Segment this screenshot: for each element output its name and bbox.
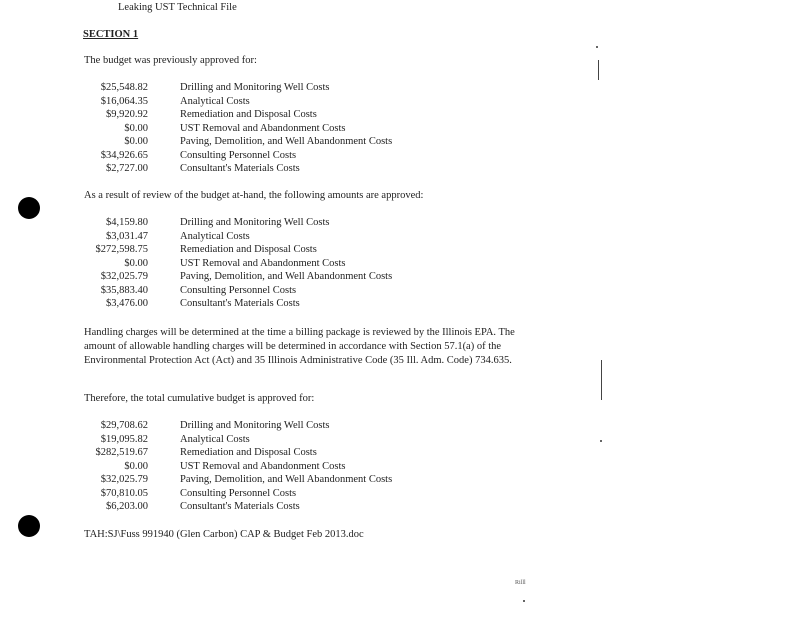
punch-hole-upper — [18, 197, 40, 219]
cost-description: Drilling and Monitoring Well Costs — [180, 82, 330, 93]
cost-amount: $34,926.65 — [100, 149, 148, 161]
cost-row — [0, 461, 600, 474]
cost-amount: $19,095.82 — [100, 433, 148, 445]
cost-amount: $32,025.79 — [100, 474, 148, 485]
cost-amount: $6,203.00 — [106, 501, 148, 512]
scan-mark — [601, 360, 602, 400]
cost-row — [0, 488, 600, 501]
cost-row — [0, 258, 600, 271]
cost-amount: $32,025.79 — [100, 271, 148, 282]
cost-amount: $2,727.00 — [106, 163, 148, 174]
cost-row — [0, 501, 600, 514]
cost-row — [0, 271, 600, 284]
cost-amount: $0.00 — [124, 136, 148, 147]
cost-description: Consulting Personnel Costs — [180, 149, 297, 161]
cost-row — [0, 244, 600, 257]
cost-amount: $272,598.75 — [95, 244, 148, 255]
cost-row — [0, 474, 600, 487]
cost-row — [0, 109, 600, 122]
cost-description: Consulting Personnel Costs — [180, 284, 297, 296]
cost-description: Drilling and Monitoring Well Costs — [180, 420, 330, 431]
document-footer: TAH:SJ\Fuss 991940 (Glen Carbon) CAP & Budget Feb 2013.doc — [84, 529, 364, 540]
cost-description: Analytical Costs — [180, 230, 250, 242]
cost-row — [0, 150, 600, 163]
cost-row — [0, 96, 600, 109]
total-budget-intro: Therefore, the total cumulative budget is approved for: — [84, 393, 315, 404]
cost-row — [0, 285, 600, 298]
cost-row — [0, 434, 600, 447]
cost-description: Remediation and Disposal Costs — [180, 447, 317, 458]
page-mark: Rilll — [515, 580, 526, 586]
cost-amount: $282,519.67 — [95, 447, 148, 458]
cost-description: UST Removal and Abandonment Costs — [180, 122, 346, 134]
cost-amount: $16,064.35 — [100, 95, 148, 107]
cost-amount: $4,159.80 — [106, 217, 148, 228]
scan-speck — [600, 440, 602, 442]
cost-description: UST Removal and Abandonment Costs — [180, 460, 346, 472]
cost-description: Paving, Demolition, and Well Abandonment Costs — [180, 474, 393, 485]
scan-speck — [596, 46, 598, 48]
cost-amount: $25,548.82 — [100, 82, 148, 93]
handling-charges-paragraph: Handling charges will be determined at the time a billing package is reviewed by the Illinois EPA. The amount of allowable handling charges will be determined in accordance with Section 57.1(a) of the Environmental Protection Act (Act) and 35 Illinois Administrative Code (35 Ill. Adm. Code) 734.635. — [84, 327, 515, 366]
cost-row — [0, 298, 600, 311]
document-header: Leaking UST Technical File — [118, 2, 237, 13]
cost-row — [0, 420, 600, 433]
cost-amount: $0.00 — [124, 460, 148, 472]
cost-description: Analytical Costs — [180, 95, 250, 107]
cost-amount: $9,920.92 — [106, 109, 148, 120]
cost-description: UST Removal and Abandonment Costs — [180, 257, 346, 269]
previous-budget-intro: The budget was previously approved for: — [84, 55, 257, 66]
cost-amount: $29,708.62 — [100, 420, 148, 431]
scan-mark — [598, 60, 599, 80]
cost-description: Consultant's Materials Costs — [180, 501, 300, 512]
cost-description: Remediation and Disposal Costs — [180, 244, 317, 255]
cost-description: Drilling and Monitoring Well Costs — [180, 217, 330, 228]
cost-row — [0, 123, 600, 136]
cost-amount: $70,810.05 — [100, 487, 148, 499]
cost-row — [0, 82, 600, 95]
cost-amount: $0.00 — [124, 257, 148, 269]
section-title: SECTION 1 — [83, 29, 139, 40]
punch-hole-lower — [18, 515, 40, 537]
cost-amount: $0.00 — [124, 122, 148, 134]
review-budget-intro: As a result of review of the budget at-hand, the following amounts are approved: — [84, 190, 424, 201]
cost-amount: $35,883.40 — [100, 284, 148, 296]
cost-description: Paving, Demolition, and Well Abandonment Costs — [180, 136, 393, 147]
cost-description: Consultant's Materials Costs — [180, 298, 300, 309]
cost-description: Consulting Personnel Costs — [180, 487, 297, 499]
cost-description: Remediation and Disposal Costs — [180, 109, 317, 120]
cost-amount: $3,476.00 — [106, 298, 148, 309]
scan-speck — [523, 600, 525, 602]
cost-row — [0, 163, 600, 176]
cost-description: Paving, Demolition, and Well Abandonment Costs — [180, 271, 393, 282]
cost-row — [0, 136, 600, 149]
cost-amount: $3,031.47 — [106, 230, 148, 242]
cost-description: Consultant's Materials Costs — [180, 163, 300, 174]
cost-row — [0, 447, 600, 460]
cost-row — [0, 217, 600, 230]
cost-row — [0, 231, 600, 244]
cost-description: Analytical Costs — [180, 433, 250, 445]
